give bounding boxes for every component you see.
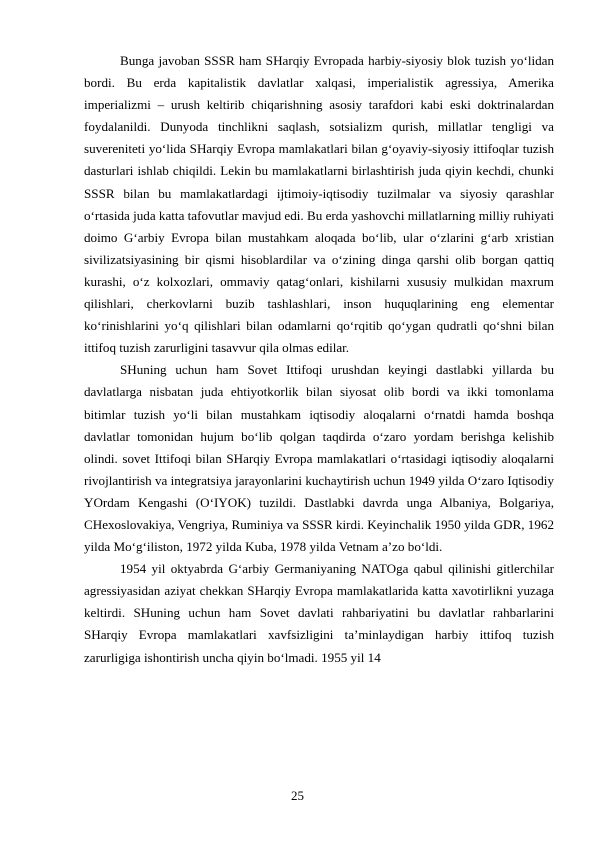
- paragraph-1: Bunga javoban SSSR ham SHarqiy Evropada harbiy-siyosiy blok tuzish yo‘lidan bordi. Bu erda kapitalistik davlatlar xalqasi, imperialistik agressiya, Amerika imperializmi – urush keltirib chiqarishning asosiy tarafdori kabi eski doktrinalardan foydalanildi. Dunyoda tinchlikni saqlash, sotsializm qurish, millatlar tengligi va suvereniteti yo‘lida SHarqiy Evropa mamlakatlari bilan g‘oyaviy-siyosiy ittifoqlar tuzish dasturlari ishlab chiqildi. Lekin bu mamlakatlarni birlashtirish juda qiyin kechdi, chunki SSSR bilan bu mamlakatlardagi ijtimoiy-iqtisodiy tuzilmalar va siyosiy qarashlar o‘rtasida juda katta tafovutlar mavjud edi. Bu erda yashovchi millatlarning milliy ruhiyati doimo G‘arbiy Evropa bilan mustahkam aloqada bo‘lib, ular o‘zlarini g‘arb xristian sivilizatsiyasining bir qismi hisoblardilar va o‘zining dinga qarshi olib borgan qattiq kurashi, o‘z kolxozlari, ommaviy qatag‘onlari, kishilarni xususiy mulkidan maxrum qilishlari, cherkovlarni buzib tashlashlari, inson huquqlarining eng elementar ko‘rinishlarini yo‘q qilishlari bilan odamlarni qo‘rqitib qo‘ygan qudratli qo‘shni bilan ittifoq tuzish zarurligini tasavvur qila olmas edilar.: [84, 53, 554, 356]
- paragraph-3: 1954 yil oktyabrda G‘arbiy Germaniyaning NATOga qabul qilinishi gitlerchilar agressiyasidan aziyat chekkan SHarqiy Evropa mamlakatlarida katta xavotirlikni yuzaga keltirdi. SHuning uchun ham Sovet davlati rahbariyatini bu davlatlar rahbarlarini SHarqiy Evropa mamlakatlari xavfsizligini ta’minlaydigan harbiy ittifoq tuzish zarurligiga ishontirish uncha qiyin bo‘lmadi. 1955 yil 14: [84, 561, 554, 665]
- body-text: [84, 50, 554, 669]
- page-number: 25: [291, 788, 304, 803]
- paragraph-2: SHuning uchun ham Sovet Ittifoqi urushdan keyingi dastlabki yillarda bu davlatlarga nisbatan juda ehtiyotkorlik bilan siyosat olib bordi va ikki tomonlama bitimlar tuzish yo‘li bilan mustahkam iqtisodiy aloqalarni o‘rnatdi hamda boshqa davlatlar tomonidan hujum bo‘lib qolgan taqdirda o‘zaro yordam berishga kelishib olindi. sovet Ittifoqi bilan SHarqiy Evropa mamlakatlari o‘rtasidagi iqtisodiy aloqalarni rivojlantirish va integratsiya jarayonlarini kuchaytirish uchun 1949 yilda O‘zaro Iqtisodiy YOrdam Kengashi (O‘IYOK) tuzildi. Dastlabki davrda unga Albaniya, Bolgariya, CHexoslovakiya, Vengriya, Ruminiya va SSSR kirdi. Keyinchalik 1950 yilda GDR, 1962 yilda Mo‘g‘iliston, 1972 yilda Kuba, 1978 yilda Vetnam a’zo bo‘ldi.: [84, 362, 554, 555]
